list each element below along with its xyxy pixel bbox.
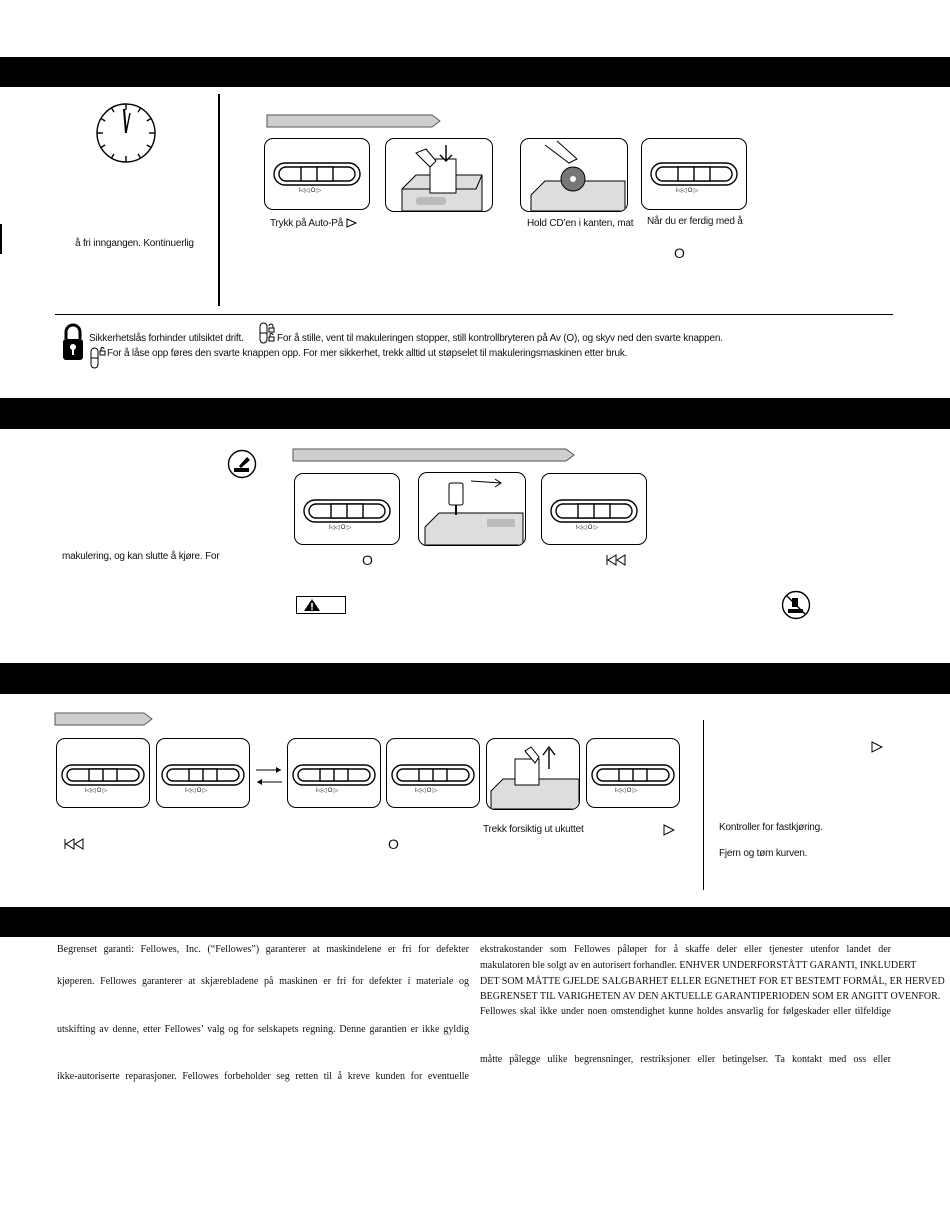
alternate-arrows-icon <box>254 762 284 788</box>
section1-divider <box>218 94 220 306</box>
section1-separator <box>55 314 893 315</box>
switch-labels: I◁◁ O ▷ <box>85 788 108 794</box>
warranty-right-line: DET SOM MÅTTE GJELDE SALGBARHET ELLER EGNETHET FOR ET BESTEMT FORMÅL, ER HERVED <box>480 976 945 987</box>
warranty-right-line: ekstrakostander som Fellowes påløper for å skaffe deler eller tjenester utenfor landet der <box>480 944 891 955</box>
switch-panel <box>541 473 647 545</box>
section1-left-text: å fri inngangen. Kontinuerlig <box>75 238 194 249</box>
switch-labels: I◁◁ O ▷ <box>576 525 599 531</box>
shredder-feed-paper-illustration <box>385 138 493 212</box>
switch-panel <box>586 738 680 808</box>
section-header-bar-2 <box>0 398 950 429</box>
warranty-left-line: Begrenset garanti: Fellowes, Inc. (“Fellowes”) garanterer at maskindelene er fri for defekter <box>57 944 469 955</box>
clock-icon <box>93 100 159 166</box>
switch-labels: I◁◁ O ▷ <box>316 788 339 794</box>
troubleshoot-item-2: Fjern og tøm kurven. <box>719 848 808 859</box>
warranty-left-line: ikke-autoriserte reparasjoner. Fellowes forbeholder seg retten til å kreve kunden for eventuelle <box>57 1071 469 1082</box>
no-aerosol-icon <box>781 590 811 620</box>
switch-labels: I◁◁ O ▷ <box>329 525 352 531</box>
caption-done: Når du er ferdig med å <box>647 216 743 227</box>
progress-arrow-1 <box>266 113 442 129</box>
off-symbol: O <box>388 836 399 852</box>
reverse-icon <box>606 554 626 566</box>
switch-labels: I◁◁ O ▷ <box>676 188 699 194</box>
safety-lock-down-icon <box>259 322 275 344</box>
progress-arrow-2 <box>292 447 576 463</box>
lock-text-line1b: For å stille, vent til makuleringen stopper, still kontrollbryteren på Av (O), og skyv ned den svarte knappen. <box>277 333 723 344</box>
section-header-bar-3 <box>0 663 950 694</box>
section-header-bar-4 <box>0 907 950 937</box>
oil-applied-illustration <box>418 472 526 546</box>
safety-lock-up-icon <box>90 346 106 370</box>
warranty-left-line: utskifting av denne, etter Fellowes’ valg og for selskapets regning. Denne garantien er ikke gyldig <box>57 1024 469 1035</box>
switch-labels: I◁◁ O ▷ <box>615 788 638 794</box>
off-symbol: O <box>674 245 685 261</box>
forward-triangle-icon <box>663 824 675 836</box>
switch-panel <box>264 138 370 210</box>
page-edge-mark <box>0 224 2 254</box>
switch-panel <box>287 738 381 808</box>
off-symbol: O <box>362 552 373 568</box>
warning-icon <box>296 596 346 614</box>
padlock-icon <box>61 322 85 362</box>
switch-panel <box>56 738 150 808</box>
warranty-right-line: måtte pålegge ulike begrensninger, restriksjoner eller betingelser. Ta kontakt med oss eller <box>480 1054 891 1065</box>
switch-panel <box>386 738 480 808</box>
warranty-right-line: Fellowes skal ikke under noen omstendighet kunne holdes ansvarlig for følgeskader eller tilfeldige <box>480 1006 891 1017</box>
switch-labels: I◁◁ O ▷ <box>299 188 322 194</box>
switch-panel <box>156 738 250 808</box>
warranty-right-line: makulatoren ble solgt av en autorisert forhandler. ENHVER UNDERFORSTÅTT GARANTI, INKLUDERT <box>480 960 917 971</box>
troubleshoot-item-1: Kontroller for fastkjøring. <box>719 822 823 833</box>
lock-text-line2: For å låse opp føres den svarte knappen opp. For mer sikkerhet, trekk alltid ut støpselet til makuleringsmaskinen etter bruk. <box>107 348 628 359</box>
caption-cd: Hold CD’en i kanten, mat <box>527 218 634 229</box>
section3-divider <box>703 720 704 890</box>
switch-labels: I◁◁ O ▷ <box>415 788 438 794</box>
forward-triangle-icon <box>871 741 883 753</box>
shredder-cd-illustration <box>520 138 628 212</box>
caption-auto-on: Trykk på Auto-På <box>270 218 344 229</box>
progress-arrow-3 <box>54 711 154 727</box>
caption-remove-paper: Trekk forsiktig ut ukuttet <box>483 824 584 835</box>
switch-panel <box>641 138 747 210</box>
section2-left-text: makulering, og kan slutte å kjøre. For <box>62 551 220 562</box>
switch-panel <box>294 473 400 545</box>
warranty-right-line: BEGRENSET TIL VARIGHETEN AV DEN AKTUELLE GARANTIPERIODEN SOM ER ANGITT OVENFOR. <box>480 991 941 1002</box>
reverse-icon <box>64 838 84 850</box>
forward-triangle-icon <box>346 218 358 228</box>
remove-paper-illustration <box>486 738 580 810</box>
oil-maintenance-icon <box>227 449 257 479</box>
section-header-bar-1 <box>0 57 950 87</box>
lock-text-line1: Sikkerhetslås forhinder utilsiktet drift. <box>89 333 244 344</box>
switch-labels: I◁◁ O ▷ <box>185 788 208 794</box>
warranty-left-line: kjøperen. Fellowes garanterer at skjærebladene på maskinen er fri for defekter i materiale og <box>57 976 469 987</box>
